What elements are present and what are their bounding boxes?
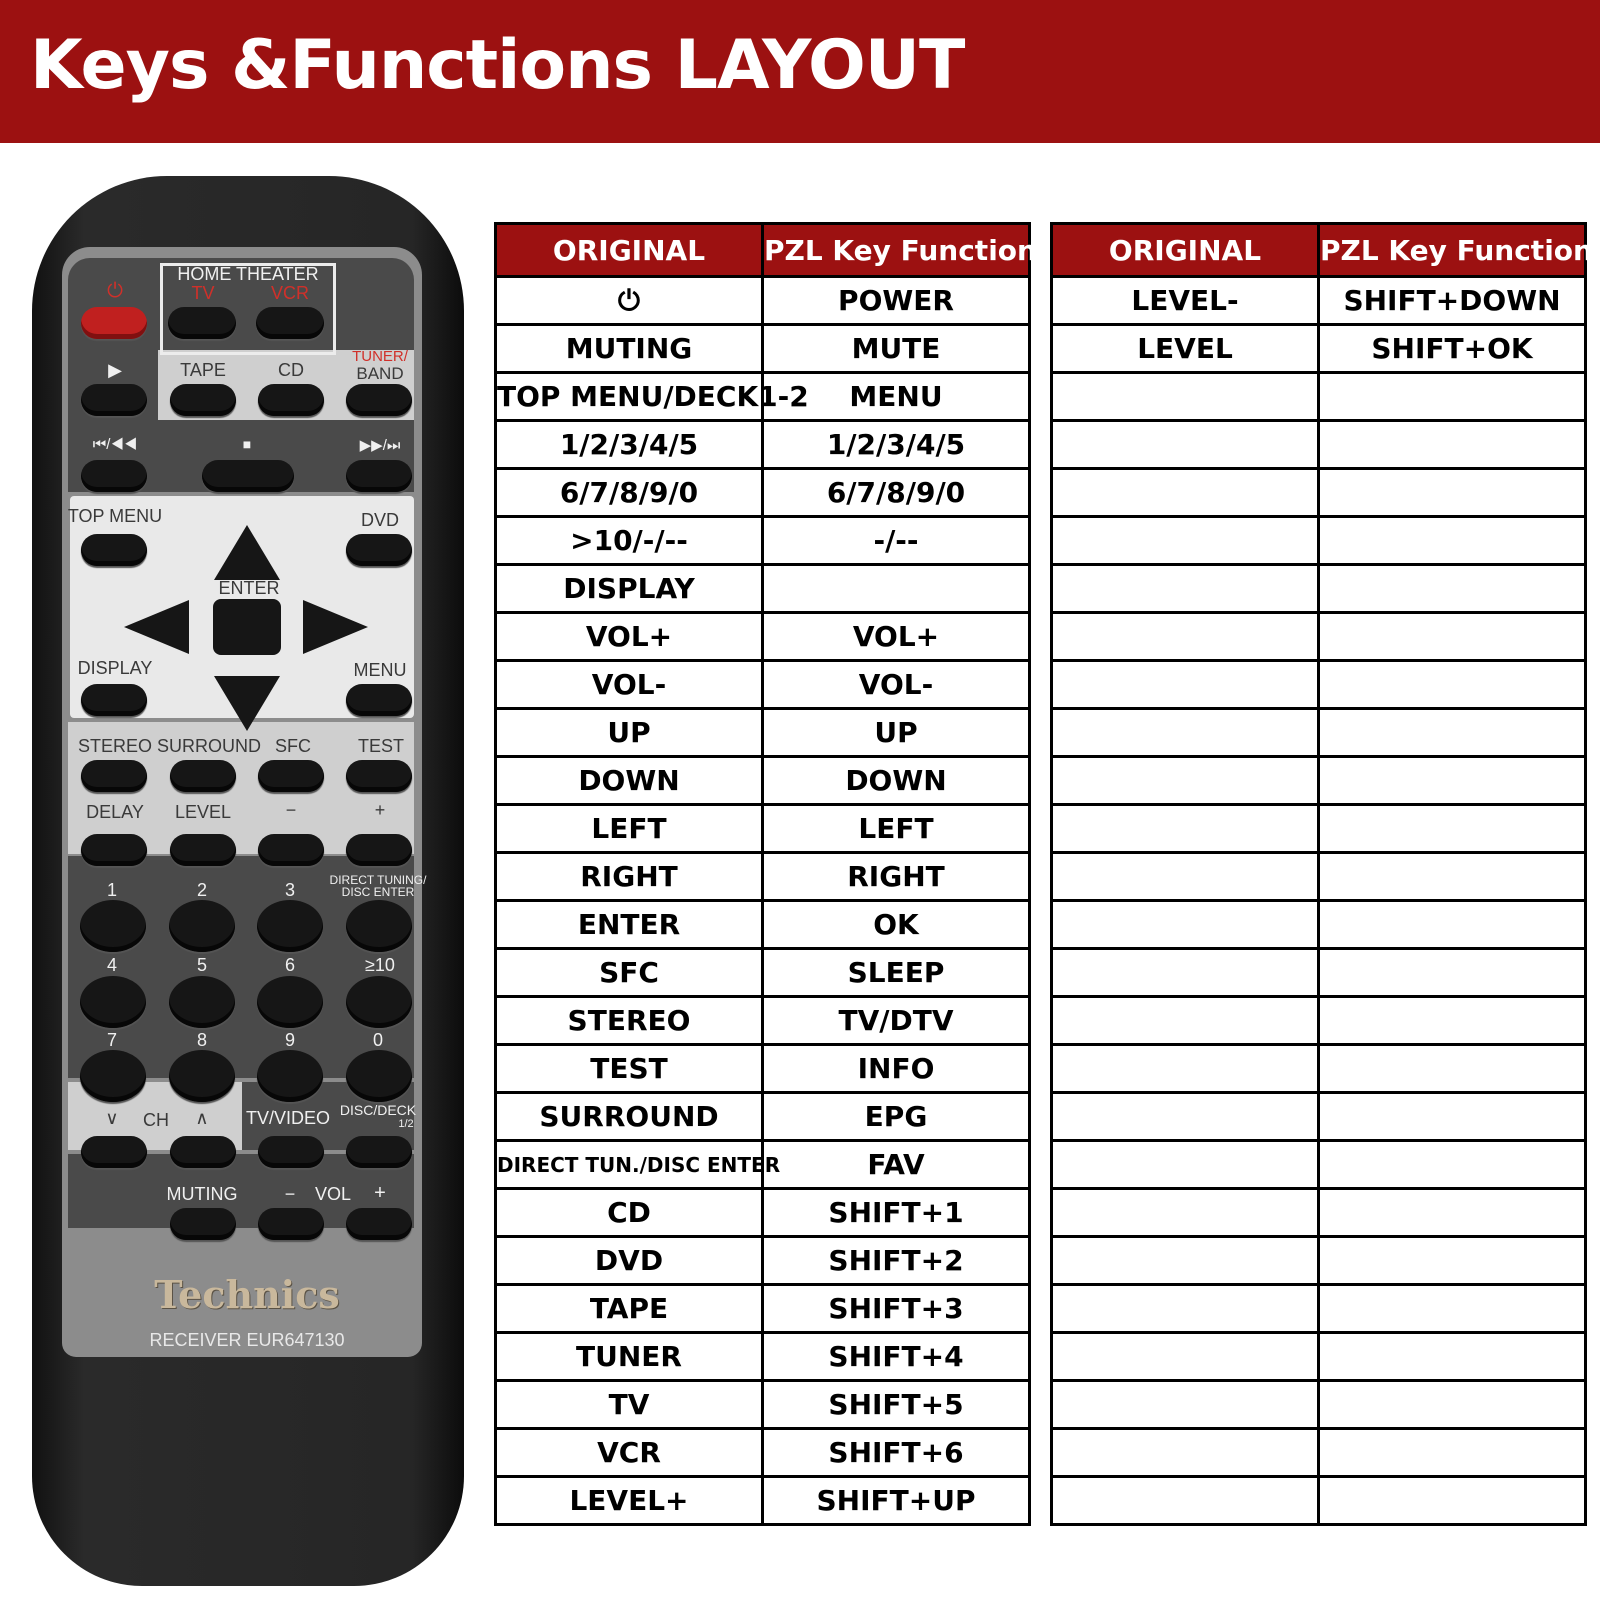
num-9-button[interactable] <box>257 1050 323 1102</box>
table-row <box>496 1093 1030 1141</box>
chevron-down-icon: ∨ <box>105 1108 119 1128</box>
test-button[interactable] <box>346 760 412 792</box>
pzl-function-cell: SHIFT+2 <box>763 1237 1030 1285</box>
key-mapping-table-right <box>1050 222 1593 1526</box>
table-row <box>496 949 1030 997</box>
table-row <box>496 1285 1030 1333</box>
pzl-function-cell <box>1319 805 1586 853</box>
original-key-cell <box>1052 1093 1319 1141</box>
tape-label: TAPE <box>180 360 226 380</box>
table-row <box>496 325 1030 373</box>
ch-down-button[interactable] <box>81 1136 147 1168</box>
num-9-label: 9 <box>284 1030 296 1050</box>
table-row <box>1052 949 1586 997</box>
vol-minus-label: − <box>284 1184 296 1204</box>
pzl-function-cell: SLEEP <box>763 949 1030 997</box>
pzl-function-cell <box>1319 517 1586 565</box>
pzl-function-cell: DOWN <box>763 757 1030 805</box>
num-3-label: 3 <box>284 880 296 900</box>
original-column-header: ORIGINAL <box>496 224 763 277</box>
pzl-function-cell: FAV <box>763 1141 1030 1189</box>
original-key-cell <box>1052 613 1319 661</box>
original-key-cell <box>1052 949 1319 997</box>
table-row <box>1052 565 1586 613</box>
deck-number-label: 1/2 <box>398 1118 414 1130</box>
pzl-function-cell <box>1319 1477 1586 1525</box>
test-label: TEST <box>357 736 405 756</box>
original-key-cell: TUNER <box>496 1333 763 1381</box>
table-row <box>1052 613 1586 661</box>
top-menu-label: TOP MENU <box>67 506 163 526</box>
pzl-function-cell: TV/DTV <box>763 997 1030 1045</box>
table-row <box>1052 853 1586 901</box>
original-key-cell: 1/2/3/4/5 <box>496 421 763 469</box>
pzl-function-cell <box>1319 565 1586 613</box>
original-key-cell: TOP MENU/DECK1-2 <box>496 373 763 421</box>
delay-button[interactable] <box>81 834 147 866</box>
table-row <box>1052 1285 1586 1333</box>
table-row <box>1052 277 1586 325</box>
table-row <box>1052 421 1586 469</box>
header-banner <box>0 0 1600 143</box>
pzl-function-cell <box>1319 757 1586 805</box>
level-button[interactable] <box>170 834 236 866</box>
pzl-function-cell <box>1319 1189 1586 1237</box>
pzl-function-cell <box>1319 853 1586 901</box>
original-key-cell <box>1052 1477 1319 1525</box>
original-key-cell <box>1052 1237 1319 1285</box>
vol-minus-button[interactable] <box>258 1208 324 1240</box>
pzl-function-cell: SHIFT+6 <box>763 1429 1030 1477</box>
table-row <box>496 613 1030 661</box>
original-key-cell <box>1052 1285 1319 1333</box>
table-row <box>496 469 1030 517</box>
direct-tuning-label: DIRECT TUNING/ <box>329 873 427 887</box>
brand-logo: Technics <box>154 1272 340 1317</box>
stop-icon: ■ <box>242 436 252 452</box>
pzl-function-cell <box>1319 997 1586 1045</box>
num-7-button[interactable] <box>80 1050 146 1102</box>
pzl-function-cell: RIGHT <box>763 853 1030 901</box>
original-key-cell: DVD <box>496 1237 763 1285</box>
skip-forward-icon: ▶▶/⏭ <box>359 437 401 454</box>
table-row <box>496 1045 1030 1093</box>
vcr-label: VCR <box>270 283 310 303</box>
table-row <box>496 565 1030 613</box>
table-row <box>496 1429 1030 1477</box>
original-key-cell: MUTING <box>496 325 763 373</box>
num-5-label: 5 <box>196 955 208 975</box>
num-1-label: 1 <box>106 880 118 900</box>
surround-button[interactable] <box>170 760 236 792</box>
pzl-function-cell: 6/7/8/9/0 <box>763 469 1030 517</box>
table-row <box>496 517 1030 565</box>
up-arrow-button[interactable] <box>214 525 280 580</box>
direct-tuning-button[interactable] <box>346 900 412 952</box>
table-row <box>1052 997 1586 1045</box>
table-row <box>496 1333 1030 1381</box>
pzl-function-cell: UP <box>763 709 1030 757</box>
sfc-button[interactable] <box>258 760 324 792</box>
table-row <box>1052 1237 1586 1285</box>
level-label: LEVEL <box>174 802 232 822</box>
original-key-cell: SFC <box>496 949 763 997</box>
original-key-cell: DISPLAY <box>496 565 763 613</box>
top-menu-button[interactable] <box>81 534 147 566</box>
ch-up-button[interactable] <box>170 1136 236 1168</box>
original-key-cell: STEREO <box>496 997 763 1045</box>
pzl-function-cell <box>1319 1429 1586 1477</box>
pzl-function-cell <box>1319 1285 1586 1333</box>
table-header-row <box>496 224 1030 277</box>
table-row <box>1052 517 1586 565</box>
original-key-cell: TV <box>496 1381 763 1429</box>
original-key-cell <box>1052 1141 1319 1189</box>
pzl-function-cell <box>1319 1045 1586 1093</box>
stop-button[interactable] <box>202 460 294 492</box>
pzl-function-cell <box>1319 661 1586 709</box>
ge10-button[interactable] <box>346 976 412 1028</box>
num-1-button[interactable] <box>80 900 146 952</box>
cd-label: CD <box>278 360 304 380</box>
ch-label: CH <box>143 1110 169 1130</box>
pzl-function-cell <box>1319 1381 1586 1429</box>
stereo-label: STEREO <box>77 736 153 756</box>
table-row <box>496 1477 1030 1525</box>
pzl-column-header: PZL Key Function <box>1319 224 1586 277</box>
table-row <box>1052 757 1586 805</box>
pzl-function-cell: SHIFT+UP <box>763 1477 1030 1525</box>
pzl-function-cell <box>1319 469 1586 517</box>
pzl-function-cell: VOL+ <box>763 613 1030 661</box>
original-key-cell: LEVEL <box>1052 325 1319 373</box>
table-row <box>1052 1429 1586 1477</box>
cd-button[interactable] <box>258 384 324 416</box>
original-key-cell <box>1052 997 1319 1045</box>
original-key-cell <box>1052 757 1319 805</box>
disc-enter-label: DISC ENTER <box>341 885 415 899</box>
level-minus-label: − <box>285 800 297 820</box>
original-key-cell: LEFT <box>496 805 763 853</box>
pzl-function-cell <box>1319 613 1586 661</box>
pzl-function-cell: -/-- <box>763 517 1030 565</box>
original-key-cell: VOL+ <box>496 613 763 661</box>
power-button[interactable] <box>81 307 147 339</box>
original-key-cell: DIRECT TUN./DISC ENTER <box>496 1141 763 1189</box>
table-row <box>496 901 1030 949</box>
menu-button[interactable] <box>346 684 412 716</box>
play-icon: ▶ <box>108 360 122 380</box>
vcr-button[interactable] <box>256 307 324 339</box>
pzl-function-cell: SHIFT+1 <box>763 1189 1030 1237</box>
original-key-cell: >10/-/-- <box>496 517 763 565</box>
pzl-function-cell <box>1319 901 1586 949</box>
disc-deck-button[interactable] <box>346 1136 412 1168</box>
play-button[interactable] <box>81 384 147 416</box>
num-0-label: 0 <box>372 1030 384 1050</box>
num-3-button[interactable] <box>257 900 323 952</box>
original-key-cell <box>1052 421 1319 469</box>
pzl-function-cell <box>1319 1333 1586 1381</box>
pzl-function-cell: SHIFT+5 <box>763 1381 1030 1429</box>
original-key-cell: LEVEL+ <box>496 1477 763 1525</box>
pzl-function-cell: INFO <box>763 1045 1030 1093</box>
table-row <box>1052 1333 1586 1381</box>
vol-plus-label: + <box>374 1182 386 1204</box>
pzl-function-cell <box>763 565 1030 613</box>
pzl-function-cell: SHIFT+DOWN <box>1319 277 1586 325</box>
table-row <box>1052 901 1586 949</box>
table-row <box>1052 469 1586 517</box>
pzl-function-cell: VOL- <box>763 661 1030 709</box>
num-5-button[interactable] <box>169 976 235 1028</box>
original-key-cell <box>1052 373 1319 421</box>
table-row <box>1052 1381 1586 1429</box>
level-plus-button[interactable] <box>346 834 412 866</box>
skip-forward-button[interactable] <box>346 460 412 492</box>
pzl-function-cell: SHIFT+4 <box>763 1333 1030 1381</box>
original-column-header: ORIGINAL <box>1052 224 1319 277</box>
num-2-button[interactable] <box>169 900 235 952</box>
table-row <box>1052 325 1586 373</box>
muting-label: MUTING <box>166 1184 238 1204</box>
num-6-label: 6 <box>284 955 296 975</box>
table-row <box>1052 805 1586 853</box>
original-key-cell: VOL- <box>496 661 763 709</box>
original-key-cell: SURROUND <box>496 1093 763 1141</box>
tuner-band-button[interactable] <box>346 384 412 416</box>
disc-deck-label: DISC/DECK <box>339 1102 417 1118</box>
enter-label: ENTER <box>218 578 280 598</box>
num-0-button[interactable] <box>346 1050 412 1102</box>
original-key-cell <box>1052 517 1319 565</box>
original-key-cell <box>1052 565 1319 613</box>
original-key-cell: TEST <box>496 1045 763 1093</box>
level-minus-button[interactable] <box>258 834 324 866</box>
pzl-function-cell <box>1319 1237 1586 1285</box>
tv-label: TV <box>191 283 215 303</box>
pzl-function-cell: MENU <box>763 373 1030 421</box>
num-8-button[interactable] <box>169 1050 235 1102</box>
pzl-function-cell <box>1319 1093 1586 1141</box>
level-plus-label: + <box>374 800 386 820</box>
left-arrow-button[interactable] <box>124 600 189 654</box>
table-row <box>1052 1045 1586 1093</box>
table-row <box>496 373 1030 421</box>
skip-back-icon: ⏮/◀◀ <box>92 436 138 453</box>
stereo-button[interactable] <box>81 760 147 792</box>
dvd-button[interactable] <box>346 534 412 566</box>
original-key-cell: RIGHT <box>496 853 763 901</box>
original-key-cell <box>1052 1429 1319 1477</box>
pzl-function-cell <box>1319 373 1586 421</box>
pzl-function-cell: SHIFT+OK <box>1319 325 1586 373</box>
vol-label: VOL <box>314 1184 352 1204</box>
original-key-cell <box>1052 1045 1319 1093</box>
original-key-cell: 6/7/8/9/0 <box>496 469 763 517</box>
table-row <box>496 1237 1030 1285</box>
original-key-cell <box>1052 1189 1319 1237</box>
table-row <box>1052 1141 1586 1189</box>
original-key-cell <box>1052 709 1319 757</box>
menu-label: MENU <box>353 660 407 680</box>
pzl-function-cell: OK <box>763 901 1030 949</box>
skip-back-button[interactable] <box>81 460 147 492</box>
enter-button[interactable] <box>213 599 281 655</box>
table-row <box>1052 1189 1586 1237</box>
display-button[interactable] <box>81 684 147 716</box>
model-label: RECEIVER EUR647130 <box>149 1330 345 1350</box>
pzl-function-cell: POWER <box>763 277 1030 325</box>
down-arrow-button[interactable] <box>214 676 280 731</box>
display-label: DISPLAY <box>77 658 153 678</box>
table-row <box>1052 373 1586 421</box>
table-row <box>1052 1093 1586 1141</box>
pzl-column-header: PZL Key Function <box>763 224 1030 277</box>
pzl-function-cell <box>1319 949 1586 997</box>
num-6-button[interactable] <box>257 976 323 1028</box>
original-key-cell: ENTER <box>496 901 763 949</box>
table-row <box>496 853 1030 901</box>
table-row <box>496 1189 1030 1237</box>
band-label: BAND <box>356 364 404 383</box>
table-row <box>1052 709 1586 757</box>
pzl-function-cell: SHIFT+3 <box>763 1285 1030 1333</box>
num-2-label: 2 <box>196 880 208 900</box>
original-key-cell <box>1052 661 1319 709</box>
original-key-cell: LEVEL- <box>1052 277 1319 325</box>
original-key-cell: CD <box>496 1189 763 1237</box>
original-key-cell <box>1052 805 1319 853</box>
original-key-cell: DOWN <box>496 757 763 805</box>
original-key-cell: VCR <box>496 1429 763 1477</box>
original-key-cell <box>1052 1333 1319 1381</box>
sfc-label: SFC <box>275 736 311 756</box>
pzl-function-cell <box>1319 709 1586 757</box>
surround-label: SURROUND <box>156 736 262 756</box>
num-4-label: 4 <box>106 955 118 975</box>
num-4-button[interactable] <box>80 976 146 1028</box>
pzl-function-cell: EPG <box>763 1093 1030 1141</box>
muting-button[interactable] <box>170 1208 236 1240</box>
original-key-cell: ⏻ <box>496 277 763 325</box>
num-8-label: 8 <box>196 1030 208 1050</box>
tuner-label: TUNER/ <box>352 348 408 365</box>
original-key-cell: UP <box>496 709 763 757</box>
ge10-label: ≥10 <box>365 955 395 975</box>
table-row <box>1052 1477 1586 1525</box>
original-key-cell <box>1052 1381 1319 1429</box>
table-row <box>496 421 1030 469</box>
vol-plus-button[interactable] <box>346 1208 412 1240</box>
table-row <box>1052 661 1586 709</box>
chevron-up-icon: ∧ <box>195 1108 209 1128</box>
num-7-label: 7 <box>106 1030 118 1050</box>
power-icon: ⏻ <box>107 280 123 302</box>
dvd-label: DVD <box>360 510 400 530</box>
pzl-function-cell: LEFT <box>763 805 1030 853</box>
page-title: Keys &Functions LAYOUT <box>30 26 965 105</box>
home-theater-label: HOME THEATER <box>177 264 319 284</box>
pzl-function-cell: 1/2/3/4/5 <box>763 421 1030 469</box>
tv-video-label: TV/VIDEO <box>245 1108 331 1128</box>
table-row <box>496 1141 1030 1189</box>
original-key-cell <box>1052 469 1319 517</box>
table-row <box>496 997 1030 1045</box>
right-arrow-button[interactable] <box>303 600 368 654</box>
tv-video-button[interactable] <box>258 1136 324 1168</box>
tape-button[interactable] <box>170 384 236 416</box>
key-mapping-table-left <box>494 222 1037 1526</box>
table-row <box>496 661 1030 709</box>
table-row <box>496 757 1030 805</box>
original-key-cell <box>1052 853 1319 901</box>
table-row <box>496 1381 1030 1429</box>
table-header-row <box>1052 224 1586 277</box>
table-row <box>496 277 1030 325</box>
original-key-cell <box>1052 901 1319 949</box>
pzl-function-cell <box>1319 421 1586 469</box>
pzl-function-cell <box>1319 1141 1586 1189</box>
tv-button[interactable] <box>168 307 236 339</box>
pzl-function-cell: MUTE <box>763 325 1030 373</box>
table-row <box>496 709 1030 757</box>
original-key-cell: TAPE <box>496 1285 763 1333</box>
delay-label: DELAY <box>86 802 144 822</box>
table-row <box>496 805 1030 853</box>
